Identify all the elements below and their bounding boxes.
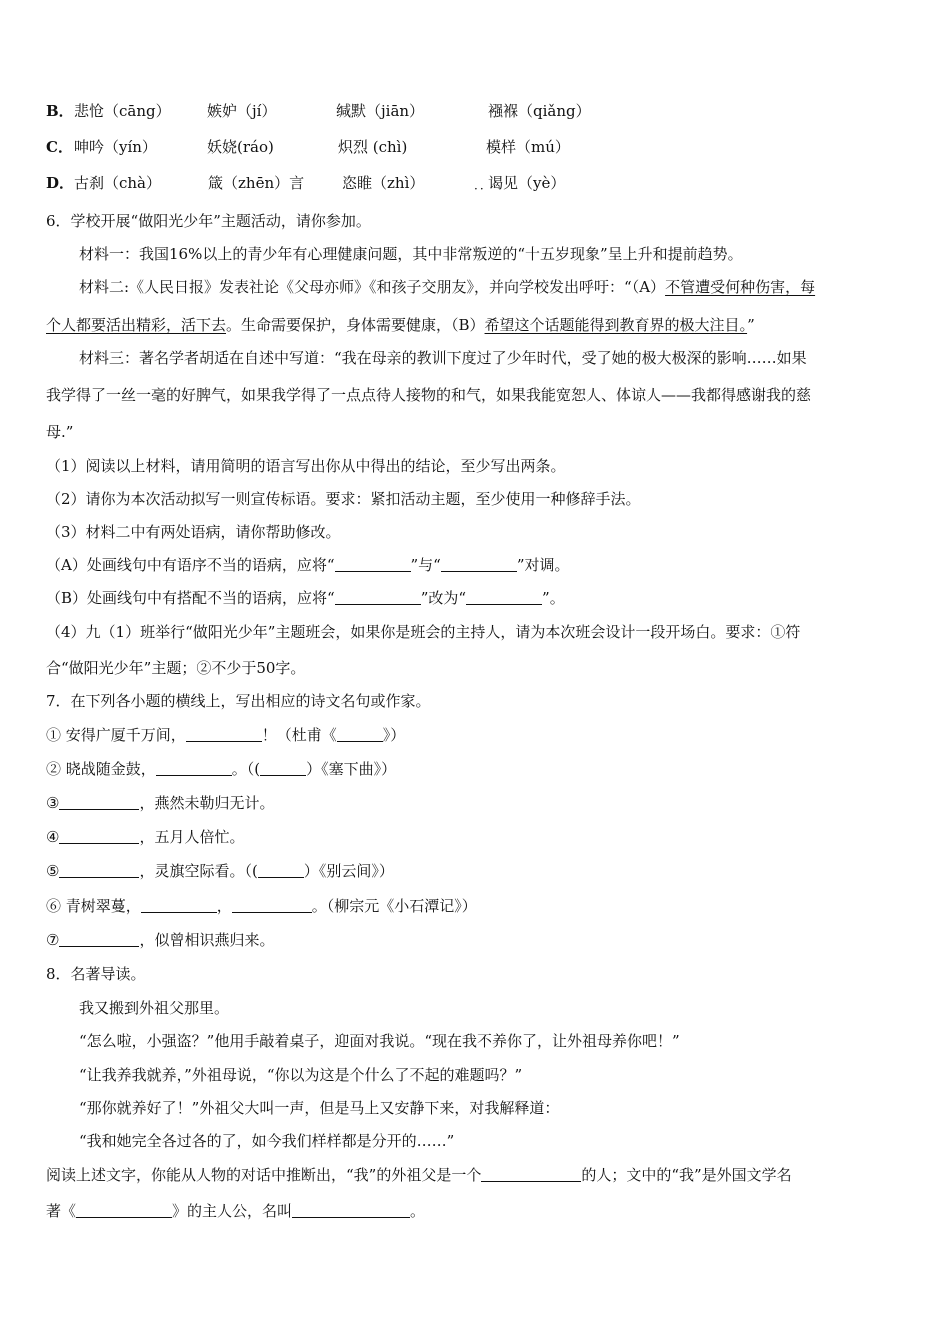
answer-blank[interactable] xyxy=(292,1203,410,1218)
underlined-sentence-b: 希望这个话题能得到教育界的极大注目。 xyxy=(484,316,748,334)
option-word: 模样（mú） xyxy=(486,138,570,156)
poem-item-1 xyxy=(46,724,405,745)
option-word: 缄默（jiān） xyxy=(336,102,425,120)
text: ⑤ xyxy=(46,862,60,880)
poem-item-5 xyxy=(46,860,394,881)
sub-question-2: （2）请你为本次活动拟写一则宣传标语。要求：紧扣活动主题，至少使用一种修辞手法。 xyxy=(46,490,641,508)
answer-blank[interactable] xyxy=(232,898,312,913)
option-word: 悲怆（cāng） xyxy=(74,102,171,120)
option-word: 呻吟（yín） xyxy=(74,138,157,156)
underlined-sentence-a: 不管遭受何种伤害，每 xyxy=(665,278,816,296)
text: ”与“ xyxy=(410,556,441,574)
material-2-text: 。生命需要保护，身体需要健康，（B） xyxy=(226,316,485,334)
sub-question-4-line-2: 合“做阳光少年”主题；②不少于50字。 xyxy=(46,659,306,677)
text: ！（杜甫《 xyxy=(261,726,337,744)
option-word: 古刹（chà） xyxy=(74,174,162,192)
sub-question-4-line-1: （4）九（1）班举行“做阳光少年”主题班会，如果你是班会的主持人，请为本次班会设计一段开场白。要求：①符 xyxy=(46,623,801,641)
answer-blank[interactable] xyxy=(260,761,306,776)
option-label: B． xyxy=(46,102,74,120)
question-6-title: 6．学校开展“做阳光少年”主题活动，请你参加。 xyxy=(46,212,371,230)
option-word: 襁褓（qiǎng） xyxy=(488,102,591,120)
text: （A）处画线句中有语序不当的语病，应将“ xyxy=(46,556,335,574)
material-2-line-2 xyxy=(46,314,755,335)
text: ）《别云间》） xyxy=(303,862,394,880)
answer-blank[interactable] xyxy=(156,761,232,776)
material-3-line-2: 我学得了一丝一毫的好脾气，如果我学得了一点点待人接物的和气，如果我能宽恕人、体谅人——我都得感谢我的慈 xyxy=(46,386,812,404)
answer-blank[interactable] xyxy=(59,829,139,844)
poem-item-4 xyxy=(46,826,244,847)
material-2-line-1 xyxy=(79,276,815,297)
text: 著《 xyxy=(46,1202,77,1220)
text: ② 晓战随金鼓， xyxy=(46,760,156,778)
text: 》的主人公，名叫 xyxy=(172,1202,293,1220)
question-7-title: 7．在下列各小题的横线上，写出相应的诗文名句或作家。 xyxy=(46,692,431,710)
material-2-text: 材料二:《人民日报》发表社论《父母亦师》《和孩子交朋友》，并向学校发出呼吁：“（A） xyxy=(79,278,666,296)
poem-item-7 xyxy=(46,929,274,950)
text: 的人；文中的“我”是外国文学名 xyxy=(581,1166,792,1184)
answer-blank[interactable] xyxy=(76,1203,172,1218)
text: ）《塞下曲》） xyxy=(306,760,397,778)
option-word: 妖娆(ráo) xyxy=(207,138,274,156)
reading-question-line-1 xyxy=(46,1164,792,1185)
question-8-title: 8．名著导读。 xyxy=(46,965,146,983)
text: ”。 xyxy=(542,589,565,607)
answer-blank[interactable] xyxy=(441,557,517,572)
answer-blank[interactable] xyxy=(335,590,421,605)
sub-question-1: （1）阅读以上材料，请用简明的语言写出你从中得出的结论，至少写出两条。 xyxy=(46,457,566,475)
text: ，似曾相识燕归来。 xyxy=(139,931,275,949)
option-label: D． xyxy=(46,174,75,192)
sub-question-3: （3）材料二中有两处语病，请你帮助修改。 xyxy=(46,523,341,541)
answer-blank[interactable] xyxy=(258,863,304,878)
material-3-line-1: 材料三：著名学者胡适在自述中写道：“我在母亲的教训下度过了少年时代，受了她的极大极深的影响……如果 xyxy=(79,349,807,367)
text: ，燕然未勒归无计。 xyxy=(139,794,275,812)
text: ”改为“ xyxy=(420,589,467,607)
excerpt-paragraph: “让我养我就养，”外祖母说，“你以为这是个什么了不起的难题吗？” xyxy=(79,1066,523,1084)
text: 。（柳宗元《小石潭记》） xyxy=(311,897,477,915)
option-word: 炽烈 (chì) xyxy=(338,138,408,156)
excerpt-paragraph: “那你就养好了！”外祖父大叫一声，但是马上又安静下来，对我解释道： xyxy=(79,1099,560,1117)
option-word: 恣睢（zhì） xyxy=(342,174,425,192)
option-d-row xyxy=(46,172,646,194)
text: ⑦ xyxy=(46,931,60,949)
answer-blank[interactable] xyxy=(59,932,139,947)
excerpt-paragraph: 我又搬到外祖父那里。 xyxy=(79,999,230,1017)
text: ③ xyxy=(46,794,60,812)
text: 。（( xyxy=(231,760,261,778)
text: ”对调。 xyxy=(516,556,570,574)
answer-blank[interactable] xyxy=(337,727,383,742)
emphasis-dots: ·· xyxy=(474,182,486,196)
underlined-sentence-a-cont: 个人都要活出精彩，活下去 xyxy=(46,316,227,334)
poem-item-3 xyxy=(46,792,274,813)
excerpt-paragraph: “怎么啦，小强盗？”他用手敲着桌子，迎面对我说。“现在我不养你了，让外祖母养你吧！” xyxy=(79,1032,680,1050)
text: 》） xyxy=(382,726,406,744)
text: ， xyxy=(216,897,232,915)
option-b-row xyxy=(46,100,646,122)
poem-item-6 xyxy=(46,895,477,916)
text: ，五月人倍忙。 xyxy=(139,828,245,846)
answer-blank[interactable] xyxy=(59,795,139,810)
text: ④ xyxy=(46,828,60,846)
text: 。 xyxy=(410,1202,426,1220)
option-word: 谒见（yè） xyxy=(488,174,566,192)
answer-blank[interactable] xyxy=(481,1167,581,1182)
text: ，灵旗空际看。（( xyxy=(139,862,258,880)
reading-question-line-2 xyxy=(46,1200,425,1221)
material-2-text: ” xyxy=(747,316,755,334)
option-word: 箴（zhēn）言 xyxy=(208,174,305,192)
material-3-line-3: 母.” xyxy=(46,423,74,441)
sub-question-3a xyxy=(46,554,570,575)
option-label: C． xyxy=(46,138,73,156)
text: ⑥ 青树翠蔓， xyxy=(46,897,141,915)
answer-blank[interactable] xyxy=(141,898,217,913)
sub-question-3b xyxy=(46,587,565,608)
answer-blank[interactable] xyxy=(466,590,542,605)
material-1: 材料一：我国16%以上的青少年有心理健康问题，其中非常叛逆的“十五岁现象”呈上升和提前趋势。 xyxy=(79,245,743,263)
excerpt-paragraph: “我和她完全各过各的了，如今我们样样都是分开的……” xyxy=(79,1132,455,1150)
poem-item-2 xyxy=(46,758,396,779)
text: （B）处画线句中有搭配不当的语病，应将“ xyxy=(46,589,335,607)
answer-blank[interactable] xyxy=(59,863,139,878)
answer-blank[interactable] xyxy=(186,727,262,742)
option-c-row xyxy=(46,136,646,158)
answer-blank[interactable] xyxy=(335,557,411,572)
option-word: 嫉妒（jí） xyxy=(207,102,277,120)
text: ① 安得广厦千万间， xyxy=(46,726,186,744)
text: 阅读上述文字，你能从人物的对话中推断出，“我”的外祖父是一个 xyxy=(46,1166,482,1184)
